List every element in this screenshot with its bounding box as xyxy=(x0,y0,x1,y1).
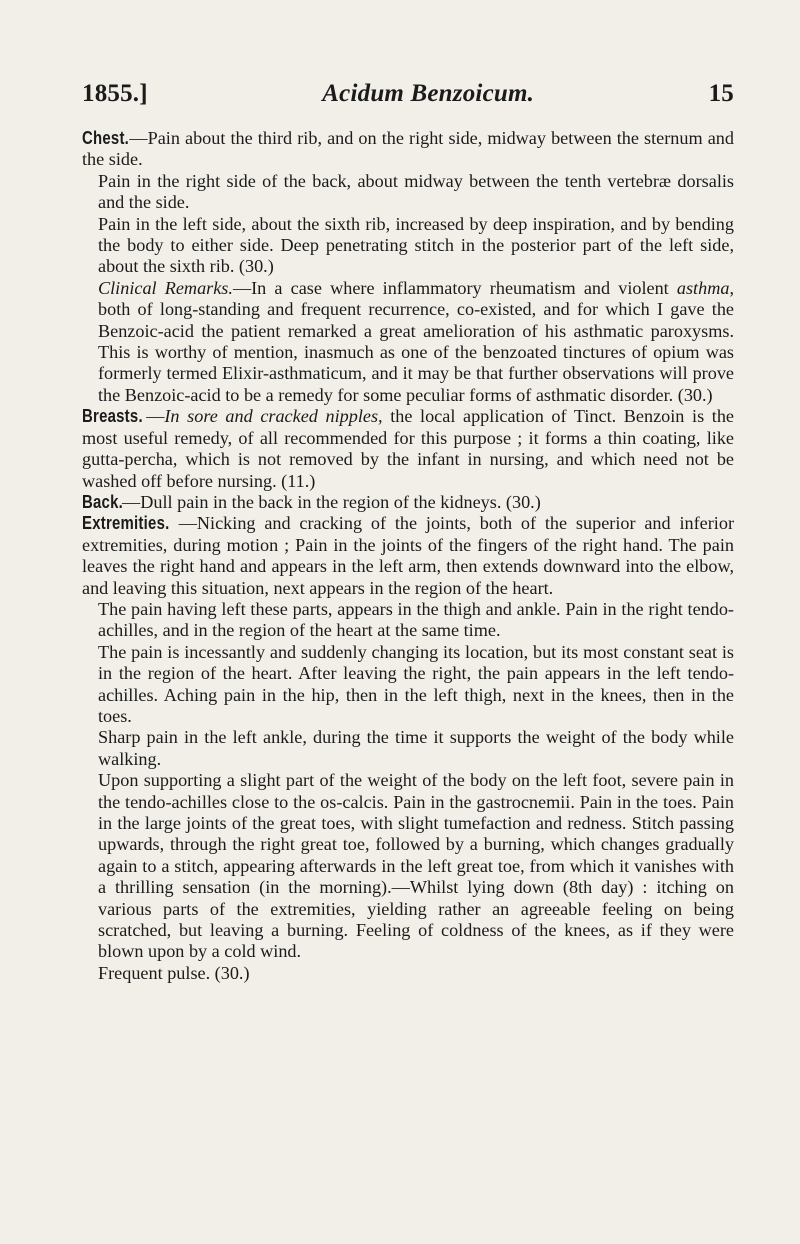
clinical-remarks-text-a: —In a case where inflammatory rheumatism and violent xyxy=(232,277,677,298)
paragraph-extremities-3: The pain is incessantly and suddenly changing its location, but its most constant seat is in the region of the heart. After leaving the right, the pain appears in the left tendo-achilles. Aching pain in the hip, then in the left thigh, next in the knees, then in the toes. xyxy=(98,641,734,726)
paragraph-extremities-2: The pain having left these parts, appears in the thigh and ankle. Pain in the right tendo-achilles, and in the region of the heart at the same time. xyxy=(98,598,734,641)
chest-text-1: —Pain about the third rib, and on the right side, midway between the sternum and the side. xyxy=(82,128,734,170)
extremities-text-1: —Nicking and cracking of the joints, both of the superior and inferior extremities, during motion ; Pain in the joints of the fingers of the right hand. The pain leaves the right hand and appears in the left arm, then extends downward into the elbow, and leaving this situation, next appears in the region of the heart. xyxy=(82,513,734,598)
clinical-remarks-text-b: , both of long-standing and frequent recurrence, co-existed, and for which I gave the Benzoic-acid the patient remarked a great amelioration of his asthmatic paroxysms. This is worthy of mention, inasmuch as one of the benzoated tinctures of opium was formerly termed Elixir-asthmaticum, and it may be that further observations will prove the Benzoic-acid to be a remedy for some peculiar forms of asthmatic disorder. (30.) xyxy=(98,277,734,405)
paragraph-breasts xyxy=(82,406,734,492)
back-text: —Dull pain in the back in the region of the kidneys. (30.) xyxy=(122,491,541,512)
clinical-remarks-label: Clinical Remarks. xyxy=(98,277,233,298)
section-heading-breasts: Breasts. xyxy=(82,406,143,427)
section-heading-extremities: Extremities. xyxy=(82,513,170,534)
paragraph-extremities-4: Sharp pain in the left ankle, during the time it supports the weight of the body while walking. xyxy=(98,727,734,769)
paragraph-clinical-remarks xyxy=(82,278,734,406)
running-head xyxy=(82,80,734,108)
breasts-text: the local application of Tinct. Benzoin is the most useful remedy, of all recommended for this purpose ; it forms a thin coating, like gutta-percha, which is not removed by the infant in nursing, and which need not be washed off before nursing. (11.) xyxy=(82,406,734,491)
page-number: 15 xyxy=(708,80,734,107)
section-heading-back: Back. xyxy=(82,491,124,512)
section-heading-chest: Chest. xyxy=(82,128,130,148)
breasts-dash: — xyxy=(146,406,165,427)
page xyxy=(82,80,734,984)
paragraph-back xyxy=(82,492,734,513)
running-head-title: Acidum Benzoicum. xyxy=(322,80,535,107)
body-text xyxy=(82,128,734,984)
paragraph-extremities xyxy=(82,513,734,599)
clinical-remarks-asthma: asthma xyxy=(676,277,730,298)
paragraph-extremities-5: Upon supporting a slight part of the weight of the body on the left foot, severe pain in the tendo-achilles close to the os-calcis. Pain in the gastrocnemii. Pain in the toes. Pain in the large joints of the great toes, with slight tumefaction and redness. Stitch passing upwards, through the right great toe, followed by a burning, which changes gradually again to a stitch, appearing afterwards in the left great toe, from which it vanishes with a thrilling sensation (in the morning).—Whilst lying down (8th day) : itching on various parts of the extremities, yielding rather an agreeable feeling on being scratched, but leaving a burning. Feeling of coldness of the knees, as if they were blown upon by a cold wind. xyxy=(98,770,734,962)
paragraph-chest-3: Pain in the left side, about the sixth rib, increased by deep inspiration, and by bending the body to either side. Deep penetrating stitch in the posterior part of the left side, about the sixth rib. (30.) xyxy=(98,213,734,277)
paragraph-chest xyxy=(82,128,734,171)
paragraph-extremities-6: Frequent pulse. (30.) xyxy=(98,962,250,983)
running-head-year: 1855.] xyxy=(82,80,148,107)
paragraph-chest-2: Pain in the right side of the back, about midway between the tenth vertebræ dorsalis and the side. xyxy=(98,170,734,213)
breasts-italic: In sore and cracked nipples, xyxy=(164,406,383,427)
